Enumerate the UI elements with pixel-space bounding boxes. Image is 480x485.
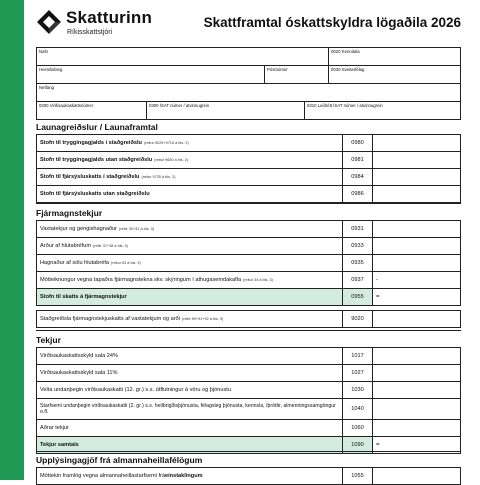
corrected-isat-field[interactable]: 0310 Leiðrétt ÍSAT númer / atvinnugrein [307, 103, 383, 108]
table-row [37, 348, 460, 365]
section-divider [36, 330, 461, 331]
section-divider [36, 203, 461, 204]
form-header [36, 6, 461, 44]
row-label: Móttekin framlög vegna almannaheillastarfsemi frá einstaklingum [37, 468, 343, 484]
section-title-fjarmagnstekjur: Fjármagnstekjur [36, 208, 103, 218]
amount-input[interactable] [373, 420, 460, 436]
field-code: 1090 [343, 437, 373, 453]
row-label: Stofn til fjársýsluskatts utan staðgreiðslu [37, 186, 343, 202]
stadgreidsla-table [36, 310, 461, 328]
email-field[interactable]: Netfang [39, 85, 55, 90]
field-code: 0935 [343, 255, 373, 271]
amount-input[interactable] [373, 238, 460, 254]
info-row-vat [37, 102, 460, 119]
skatturinn-logo-icon [36, 9, 62, 35]
table-row [37, 135, 460, 152]
row-label: Stofn til fjársýsluskatts í staðgreiðslu (reitur 9735 á bls. 2) [37, 169, 343, 185]
row-label: Virðisaukaskattsskyld sala 24% [37, 348, 343, 364]
field-code: 1040 [343, 399, 373, 419]
row-label: Stofn til skatts á fjármagnstekjur [37, 289, 343, 305]
address-field[interactable]: Heimilisfang [37, 66, 265, 83]
field-code: 0986 [343, 186, 373, 202]
amount-input[interactable]: - [376, 277, 378, 283]
field-code: 1017 [343, 348, 373, 364]
field-code: 1055 [343, 468, 373, 484]
fjarmagnstekjur-table [36, 220, 461, 306]
row-label: Stofn til tryggingagjalds utan staðgreiðslu (reitur 9650 á bls. 2) [37, 152, 343, 168]
field-code: 0981 [343, 152, 373, 168]
amount-input[interactable] [373, 468, 460, 484]
table-row [37, 255, 460, 272]
amount-input[interactable] [373, 348, 460, 364]
row-label: Stofn til tryggingagjalds í staðgreiðslu (reitur 9025+9715 á bls. 2) [37, 135, 343, 151]
row-label: Tekjur samtals [37, 437, 343, 453]
table-row [37, 365, 460, 382]
field-code: 0933 [343, 238, 373, 254]
row-label: Aðrar tekjur [37, 420, 343, 436]
field-code: 0931 [343, 221, 373, 237]
section-title-upplysingagjof: Upplýsingagjöf frá almannaheillafélögum [36, 455, 203, 465]
row-label: Starfsemi undanþegin virðisaukaskatti (2. gr.) s.s. heilbrigðisþjónusta, félagsleg þjónusta, kennsla, íþróttir, almenningssamgöngur o.fl. [37, 399, 343, 419]
row-label: Mótteiknungur vegna tapaðra fjármagnstekna skv. skýringum í athugasemdakafla (reitur 34 á bls. 3) [37, 272, 343, 288]
field-code: 0980 [343, 135, 373, 151]
vat-number-field[interactable]: 0200 Virðisaukaskattsnúmer [37, 102, 147, 119]
amount-input[interactable] [373, 186, 460, 202]
table-row [37, 420, 460, 437]
brand-sidebar-bar [0, 0, 24, 480]
table-row-total [37, 289, 460, 305]
page-title: Skattframtal óskattskyldra lögaðila 2026 [203, 15, 461, 30]
logo-subtitle: Ríkisskattstjóri [67, 29, 113, 36]
field-code: 0937 [343, 272, 373, 288]
table-row [37, 272, 460, 289]
row-label: Arður af hlutabréfum (reitir 37+38 á bls. 3) [37, 238, 343, 254]
municipality-field[interactable]: 0030 Sveitarfélag [331, 67, 365, 72]
section-title-launagreidslur: Launagreiðslur / Launaframtal [36, 122, 158, 132]
table-row [37, 382, 460, 399]
launagreidslur-table [36, 134, 461, 203]
section-divider [36, 451, 461, 452]
row-label: Staðgreiðsla fjármagnstekjuskatts af vaxtatekjum og arði (reitir 89+91+92 á bls. 3) [37, 311, 343, 327]
amount-input[interactable] [373, 399, 460, 419]
table-row [37, 169, 460, 186]
isat-field[interactable]: 0300 ÍSAT númer / atvinnugrein [147, 102, 305, 119]
table-row [37, 238, 460, 255]
amount-input[interactable] [373, 382, 460, 398]
field-code: 0955 [343, 289, 373, 305]
amount-input[interactable] [373, 365, 460, 381]
kennitala-field[interactable]: 0020 Kennitala [331, 49, 360, 54]
amount-input[interactable] [373, 221, 460, 237]
row-label: Vaxtatekjur og gengishagnaður (reitir 30+31 á bls. 3) [37, 221, 343, 237]
name-field[interactable]: Nafn [37, 48, 329, 65]
field-code: 0984 [343, 169, 373, 185]
field-code: 9020 [343, 311, 373, 327]
field-code: 1030 [343, 382, 373, 398]
section-title-tekjur: Tekjur [36, 335, 61, 345]
amount-input[interactable] [373, 169, 460, 185]
logo-name: Skatturinn [66, 8, 153, 27]
info-row-email [37, 84, 460, 102]
info-row-address [37, 66, 460, 84]
table-row [37, 311, 460, 327]
row-label: Velta undanþegin virðisaukaskatti (12. gr.) s.s. útflutningur á vöru og þjónustu [37, 382, 343, 398]
postal-code-field[interactable]: Póstnúmer [265, 66, 329, 83]
info-row-name [37, 48, 460, 66]
amount-input[interactable] [373, 135, 460, 151]
tax-form-page [36, 0, 461, 480]
amount-input[interactable]: = [376, 442, 380, 448]
taxpayer-info-block [36, 47, 461, 120]
amount-input[interactable] [373, 255, 460, 271]
field-code: 1060 [343, 420, 373, 436]
table-row [37, 468, 460, 484]
field-code: 1027 [343, 365, 373, 381]
tekjur-table [36, 347, 461, 454]
amount-input[interactable] [373, 152, 460, 168]
table-row [37, 399, 460, 420]
row-label: Hagnaður af sölu hlutabréfa (reitur 53 á bls. 3) [37, 255, 343, 271]
amount-input[interactable]: = [376, 294, 380, 300]
row-label: Virðisaukaskattsskyld sala 11% [37, 365, 343, 381]
upplysingagjof-table [36, 467, 461, 485]
table-row [37, 186, 460, 202]
amount-input[interactable] [373, 311, 460, 327]
table-row [37, 221, 460, 238]
table-row [37, 152, 460, 169]
